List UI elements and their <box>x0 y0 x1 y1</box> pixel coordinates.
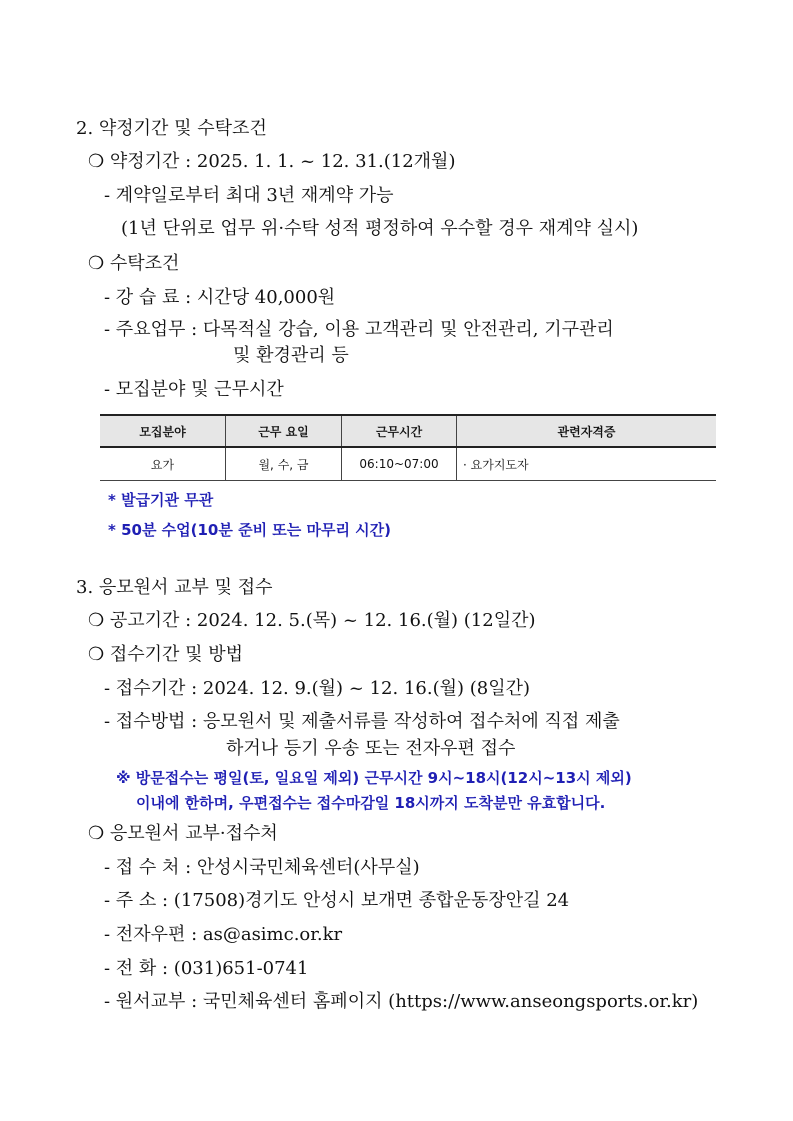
cell-days: 월, 수, 금 <box>226 447 342 481</box>
header-license: 관련자격증 <box>457 415 717 447</box>
section-3-heading: 3. 응모원서 교부 및 접수 <box>76 577 273 598</box>
conditions-title: ❍ 수탁조건 <box>88 253 180 274</box>
reception-method: - 접수방법 : 응모원서 및 제출서류를 작성하여 접수처에 직접 제출 <box>104 711 620 732</box>
lesson-fee: - 강 습 료 : 시간당 40,000원 <box>104 287 336 308</box>
main-duties-cont: 및 환경관리 등 <box>233 345 349 366</box>
header-hours: 근무시간 <box>342 415 457 447</box>
phone: - 전 화 : (031)651-0741 <box>104 958 309 979</box>
table-header-row <box>100 415 716 447</box>
address: - 주 소 : (17508)경기도 안성시 보개면 종합운동장안길 24 <box>104 890 570 911</box>
contract-term: ❍ 약정기간 : 2025. 1. 1. ~ 12. 31.(12개월) <box>88 151 456 172</box>
cell-hours: 06:10~07:00 <box>342 447 457 481</box>
reception-method-cont: 하거나 등기 우송 또는 전자우편 접수 <box>226 738 516 759</box>
form-download: - 원서교부 : 국민체육센터 홈페이지 (https://www.anseongsports.or.kr) <box>104 991 699 1012</box>
cell-license: · 요가지도자 <box>457 447 717 481</box>
cell-field: 요가 <box>100 447 226 481</box>
reception-title: ❍ 접수기간 및 방법 <box>88 644 244 665</box>
notice-period: ❍ 공고기간 : 2024. 12. 5.(목) ~ 12. 16.(월) (12일간) <box>88 610 536 631</box>
renewal-note: - 계약일로부터 최대 3년 재계약 가능 <box>104 185 394 206</box>
header-days: 근무 요일 <box>226 415 342 447</box>
main-duties: - 주요업무 : 다목적실 강습, 이용 고객관리 및 안전관리, 기구관리 <box>104 319 614 340</box>
recruitment-table <box>100 414 716 481</box>
visit-warning: ※ 방문접수는 평일(토, 일요일 제외) 근무시간 9시~18시(12시~13시 제외) <box>116 769 632 787</box>
place-title: ❍ 응모원서 교부·접수처 <box>88 823 278 844</box>
table-row <box>100 447 716 481</box>
reception-period: - 접수기간 : 2024. 12. 9.(월) ~ 12. 16.(월) (8일간) <box>104 678 530 699</box>
note-class-length: * 50분 수업(10분 준비 또는 마무리 시간) <box>108 521 392 539</box>
visit-warning-cont: 이내에 한하며, 우편접수는 접수마감일 18시까지 도착분만 유효합니다. <box>136 794 606 812</box>
note-issuer: * 발급기관 무관 <box>108 491 214 509</box>
renewal-detail: (1년 단위로 업무 위·수탁 성적 평정하여 우수할 경우 재계약 실시) <box>121 218 639 239</box>
section-2-heading: 2. 약정기간 및 수탁조건 <box>76 118 267 139</box>
header-field: 모집분야 <box>100 415 226 447</box>
field-title: - 모집분야 및 근무시간 <box>104 379 284 400</box>
email: - 전자우편 : as@asimc.or.kr <box>104 924 343 945</box>
reception-place: - 접 수 처 : 안성시국민체육센터(사무실) <box>104 857 420 878</box>
